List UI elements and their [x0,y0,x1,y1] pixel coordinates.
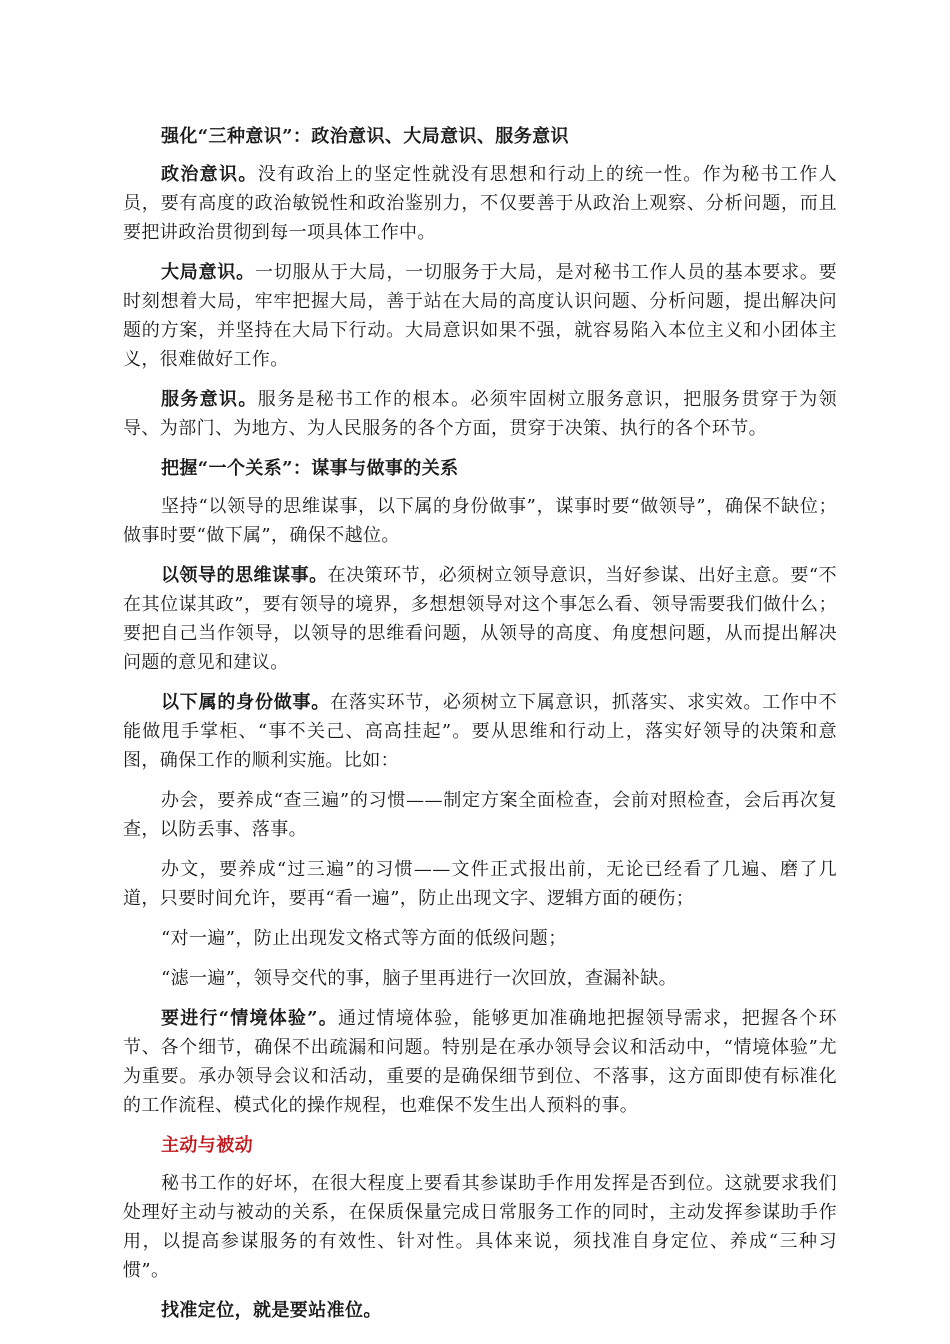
paragraph-documents: 办文，要养成“过三遍”的习惯——文件正式报出前，无论已经看了几遍、磨了几道，只要时间允许，要再“看一遍”，防止出现文字、逻辑方面的硬伤； [123,859,837,909]
paragraph-body: 在决策环节，必须树立领导意识，当好参谋、出好主意。要“不在其位谋其政”，要有领导的境界，多想想领导对这个事怎么看、领导需要我们做什么；要把自己当作领导，以领导的思维看问题，从领导的高度、角度想问题，从而提出解决问题的意见和建议。 [123,565,837,673]
paragraph-scenario-experience [123,1004,837,1120]
paragraph-check-once: “对一遍”，防止出现发文格式等方面的低级问题； [161,928,567,949]
section-heading-positioning: 找准定位，就是要站准位。 [161,1300,382,1321]
paragraph-subordinate-role [123,688,837,775]
paragraph-secretary-role: 秘书工作的好坏，在很大程度上要看其参谋助手作用发挥是否到位。这就要求我们处理好主动与被动的关系，在保质保量完成日常服务工作的同时，主动发挥参谋助手作用，以提高参谋服务的有效性、针对性。具体来说，须找准自身定位、养成“三种习惯”。 [123,1173,837,1281]
paragraph-lead: 政治意识。 [161,164,258,185]
document-page [123,122,837,1334]
section-heading-proactive-passive: 主动与被动 [161,1135,253,1156]
paragraph-lead: 以领导的思维谋事。 [161,565,328,586]
paragraph-overall-awareness [123,258,837,374]
paragraph-lead: 要进行“情境体验”。 [161,1008,338,1029]
paragraph-filter-once: “滤一遍”，领导交代的事，脑子里再进行一次回放，查漏补缺。 [161,968,678,989]
paragraph-body: 没有政治上的坚定性就没有思想和行动上的统一性。作为秘书工作人员，要有高度的政治敏锐性和政治鉴别力，不仅要善于从政治上观察、分析问题，而且要把讲政治贯彻到每一项具体工作中。 [123,164,838,243]
paragraph-lead: 服务意识。 [161,389,258,410]
paragraph-service-awareness [123,385,837,443]
paragraph-body: 在落实环节，必须树立下属意识，抓落实、求实效。工作中不能做甩手掌柜、“事不关己、高高挂起”。要从思维和行动上，落实好领导的决策和意图，确保工作的顺利实施。比如： [123,692,837,771]
paragraph-body: 一切服从于大局，一切服务于大局，是对秘书工作人员的基本要求。要时刻想着大局，牢牢把握大局，善于站在大局的高度认识问题、分析问题，提出解决问题的方案，并坚持在大局下行动。大局意识如果不强，就容易陷入本位主义和小团体主义，很难做好工作。 [123,262,838,370]
section-heading-one-relationship: 把握“一个关系”：谋事与做事的关系 [161,458,459,479]
paragraph-meetings: 办会，要养成“查三遍”的习惯——制定方案全面检查，会前对照检查，会后再次复查，以防丢事、落事。 [123,790,837,840]
paragraph-principle: 坚持“以领导的思维谋事，以下属的身份做事”，谋事时要“做领导”，确保不缺位；做事时要“做下属”，确保不越位。 [123,496,837,546]
paragraph-political-awareness [123,160,837,247]
paragraph-body: 服务是秘书工作的根本。必须牢固树立服务意识，把服务贯穿于为领导、为部门、为地方、为人民服务的各个方面，贯穿于决策、执行的各个环节。 [123,389,838,439]
paragraph-leader-thinking [123,561,837,677]
paragraph-lead: 大局意识。 [161,262,255,283]
paragraph-body: 通过情境体验，能够更加准确地把握领导需求，把握各个环节、各个细节，确保不出疏漏和问题。特别是在承办领导会议和活动中，“情境体验”尤为重要。承办领导会议和活动，重要的是确保细节到位、不落事，这方面即使有标准化的工作流程、模式化的操作规程，也难保不发生出人预料的事。 [123,1008,837,1116]
paragraph-lead: 以下属的身份做事。 [161,692,331,713]
section-heading-three-awareness: 强化“三种意识”：政治意识、大局意识、服务意识 [161,126,569,147]
